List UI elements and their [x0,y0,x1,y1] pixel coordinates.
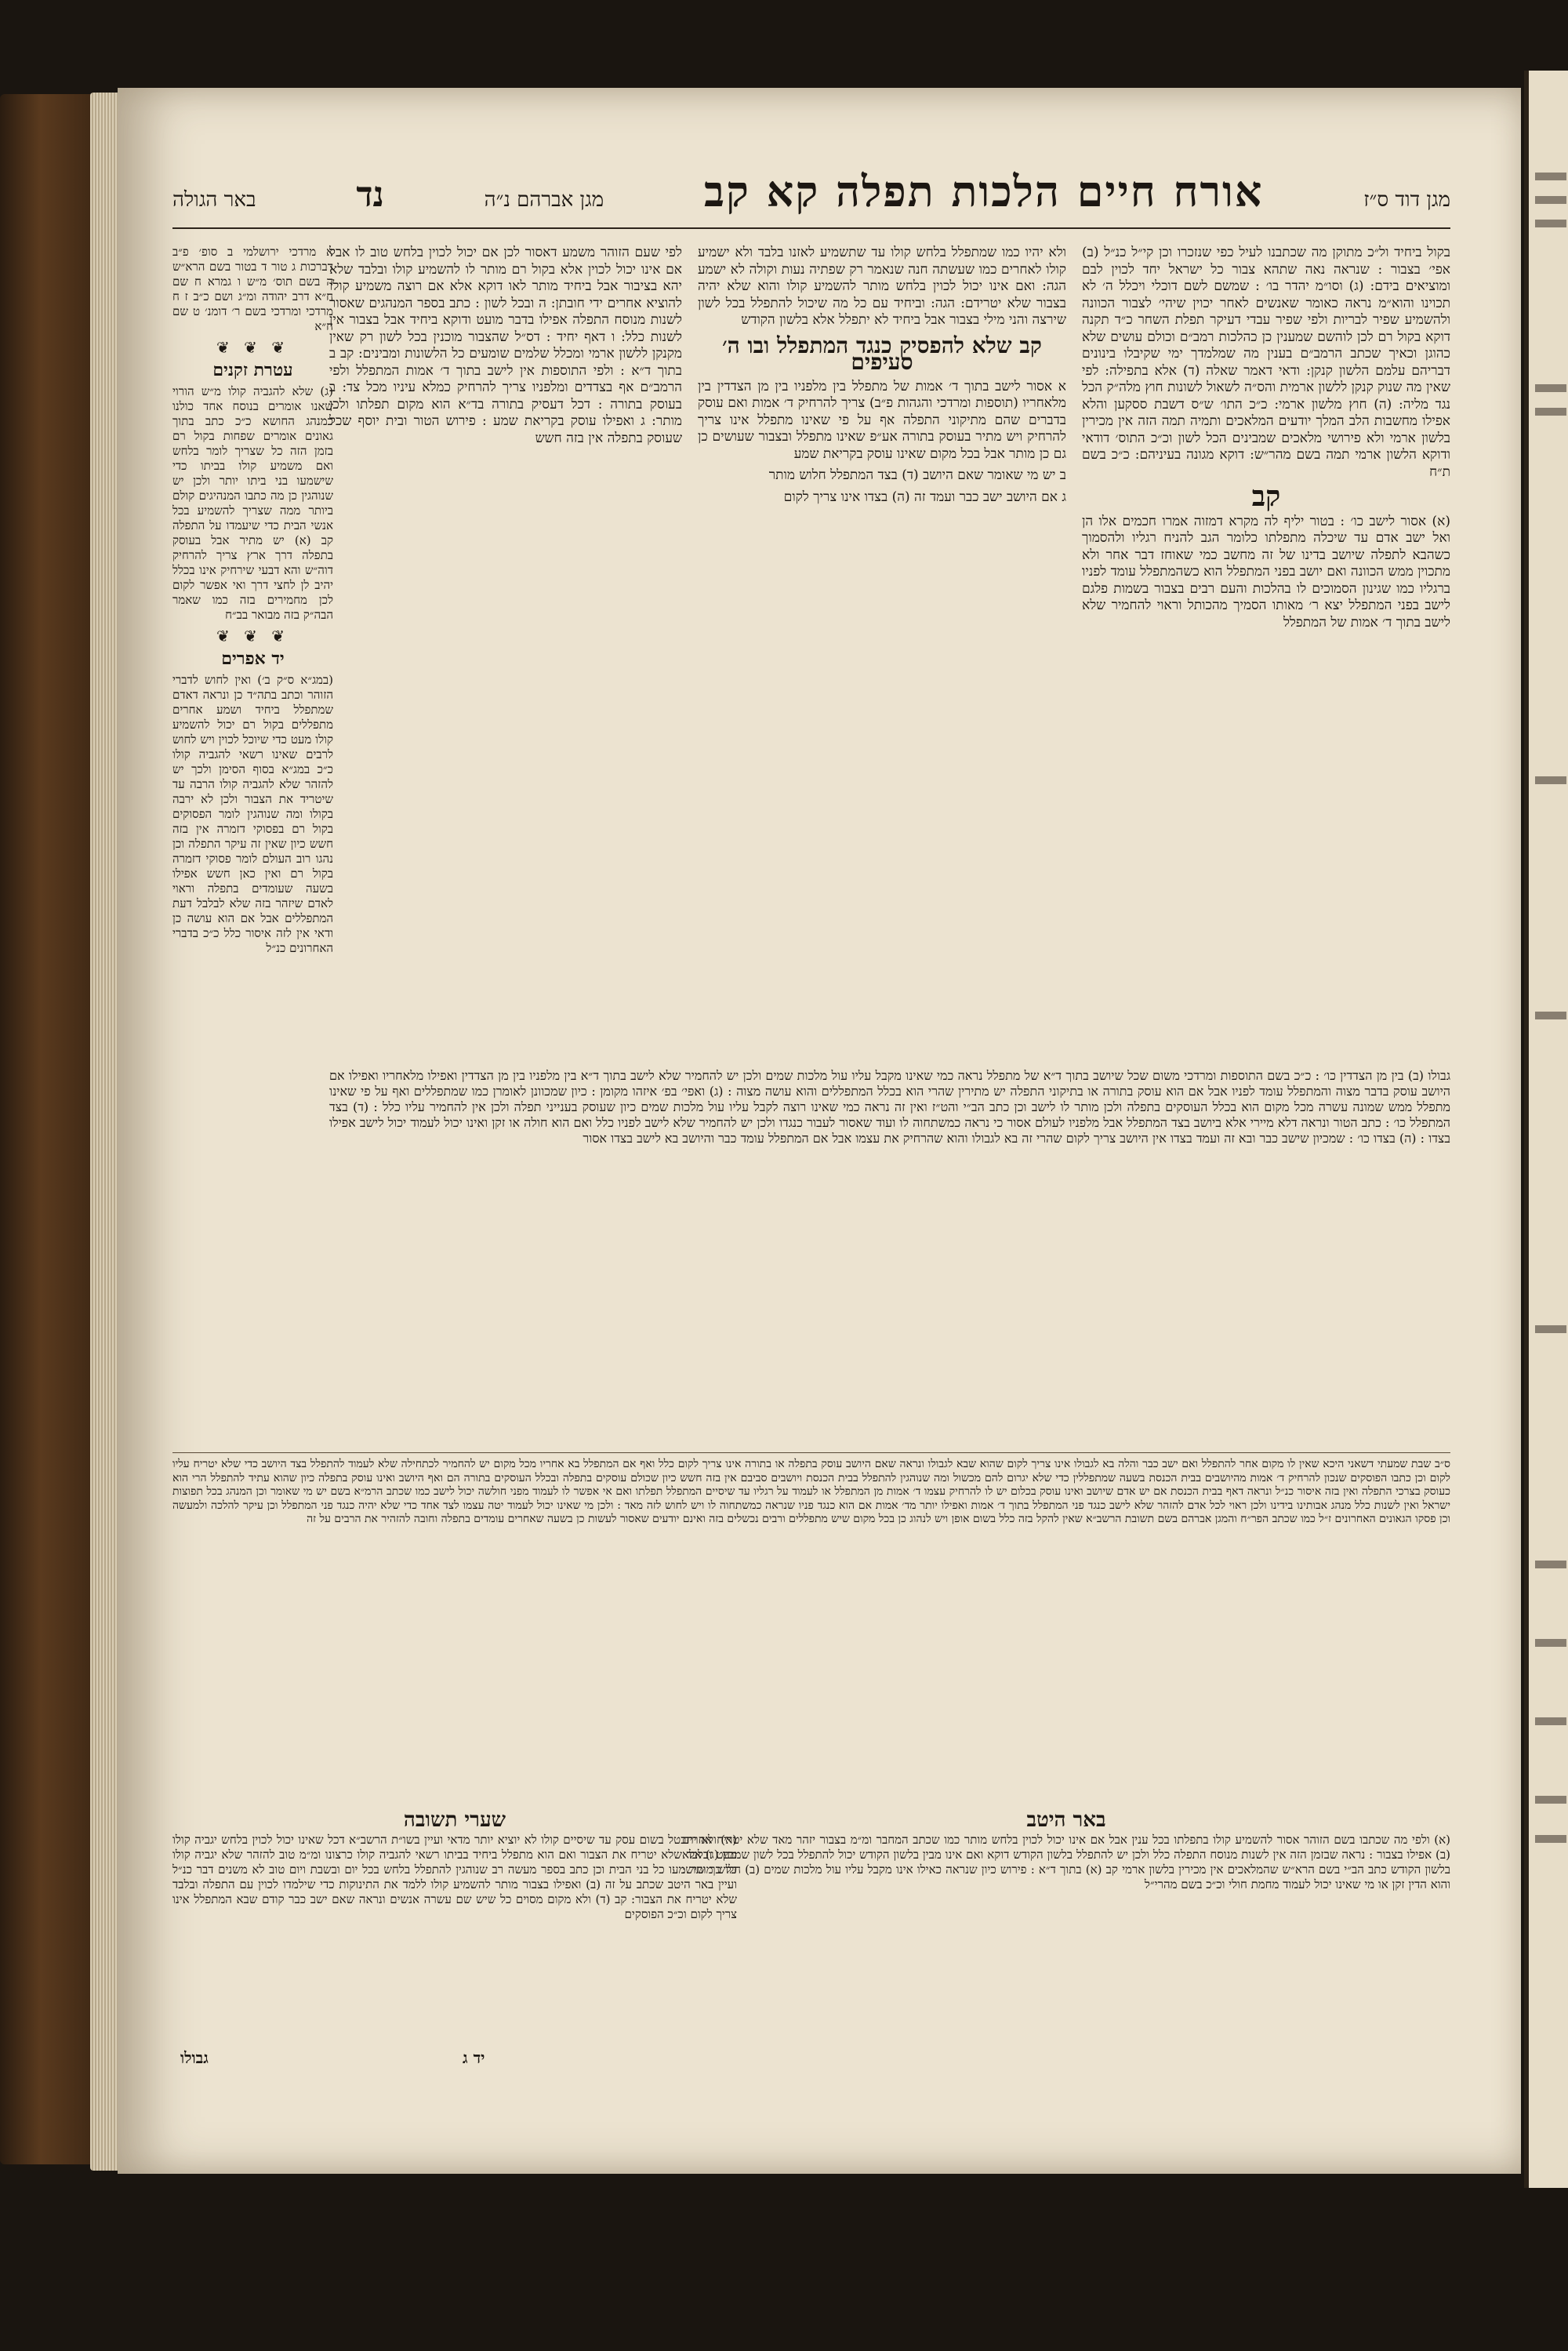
shaarei-teshuvah-heading: שערי תשובה [403,1813,506,1832]
footnotes-block [172,1452,1450,1797]
shaarei-teshuvah-text: (א) ולא יתבטל בשום עסק עד שיסיים קולו לא יוציא יותר מדאי ועיין בשו״ת הרשב״א דכל שאינו יכול לכוין בלחש יגביה קולו מעט ובלבד שלא יטריח את הצבור ואם הוא מתפלל ביחיד בביתו רשאי להגביה קולו כרצונו ומ״מ טוב להזהר שלא יגביה קולו כל כך שישמעו כל בני הבית וכן כתב בספר מעשה רב שנוהגין להתפלל בלחש בכל יום ובשבת ויום טוב לא משנים דבר כנ״ל ועיין באר היטב שכתב על זה (ב) ואפילו בצבור מותר להשמיע קולו ללמד את התינוקות כדי שילמדו לכוין עם התפלה ובלבד שלא יטריח את הצבור: קב (ד) ולא מקום מסוים כל שיש שם עשרה אנשים ונראה שאם ישב כבר קודם שבא המתפלל אינו צריך לקום וכ״כ הפוסקים [172,1833,737,1921]
next-page-edge [1524,71,1568,2188]
lower-commentary-block [329,1068,1450,1444]
magen-avraham-column [329,245,682,1060]
siman-qb-title: קב שלא להפסיק כנגד המתפלל ובו ה׳ סעיפים [722,332,1042,375]
atarat-zekenim-heading: עטרת זקנים [212,360,293,380]
seif-a-text: א אסור לישב בתוך ד׳ אמות של מתפלל בין מלפניו בין מן הצדדין בין מלאחריו (תוספות ומרדכי והגהות פ״ב) צריך להרחיק ד׳ אמות ואם עוסק בדברים שהם מתיקוני התפלה אף על פי שאינו מתפלל אינו צריך להרחיק ויש מתיר בעוסק בתורה אע״פ שאינו מתפלל ובצבור שעושים כן גם כן מותר אבל בכל מקום שאינו עוסק בקריאת שמע [698,378,1066,462]
magen-avraham-text: לפי שעם הזוהר משמע דאסור לכן אם יכול לכוין בלחש טוב לו אבל אם אינו יכול לכוין אלא בקול רם מותר לו להשמיע קולו ובלבד שלא יהא בציבור אבל ביחיד מותר לאו דוקא אלא אם רוצה משמיע קולו להוציא אחרים ידי חובתן: ה ובכל לשון : כתב בספר המנהגים שאסור לשנות מנוסח התפלה אפילו בדבר מועט ודוקא ביחיד אבל בצבור אין לשנות כלל: ו דאף יחיד : דס״ל שהצבור מוכנין בכל לשון רק שאין מקנקן ללשון ארמי ומכלל שלמים שומעים כל הלשונות ומבינים: קב ב בתוך ד״א : ולפי התוספות אין לישב בתוך ד׳ אמות המתפלל ולפי הרמב״ם אף בצדדים ומלפניו צריך להרחיק כמלא עיניו מכל צד: ב בעוסק בתורה : דכל דעסיק בתורה בד״א הוא מקום תפלתו ולכן מותר: ג ואפילו עוסק בקריאת שמע : פירוש הטור ובית יוסף שכל שעוסק בתפלה אין בזה חשש [329,245,682,446]
header-page-number: נד [356,175,384,215]
beer-heitev-heading: באר היטב [1026,1813,1106,1832]
shaarei-teshuvah-section [172,1813,737,2048]
right-commentary-text-2: (א) אסור לישב כו׳ : בטור יליף לה מקרא דמזוה אמרו חכמים אלו הן ואל ישב אדם עד שיכלה מתפלתו כלומר הגב להניח רגליו ולהסמוך כשהבא לתפלה שיושב בדינו של זה מחשב כמי שאוחז דבר אחר ולא מתכוין ממש הכוונה ואם יושב בפני המתפלל הוא כשהמתפלל עומד לפניו ברגליו כמו שגינון הסמוכים לו בהלכות והעם רבים בצבור בשמות פלגם לישב בפני המתפלל יצא ר׳ מאותו הסמיך מהכותל וראוי להחמיר שלא לישב בתוך ד׳ אמות של המתפלל [1082,513,1450,630]
ornament-divider-2: ❦ ❦ ❦ [216,627,289,645]
seif-c-text: ג אם היושב ישב כבר ועמד זה (ה) בצדו אינו צריך לקום [783,489,1066,505]
atarat-zekenim-text: (ג) שלא להגביה קולו מ״ש הורוי שאנו אומרים בנוסח אחד כולנו כמנהג החושא כ״כ כתב בתוך גאונים אומרים שפחות בקול רם בזמן הזה כל שצריך לומר בלחש ואם משמיע קולו בביתו כדי שישמעו בני ביתו יותר ולכן יש שנוהגין כן מה כתבו המנהיגים קולם ביותר ממה שצריך להשמיע בכל אנשי הבית כדי שיעמדו על התפלה קב (א) יש מתיר אבל בעוסק בתפלה דרך ארץ צריך להרחיק דוה״ש והא דבעי שירחיק אינו בכלל יהיב לן לחצי דרך ואי אפשר לקום לכן מחמירים בזה כמו שאמר הבה״ק בזה מבואר בב״ח [172,384,333,622]
header-magen-avraham: מגן אברהם נ״ה [484,188,604,212]
page-stack-edge [90,93,120,2171]
siman-qb-heading-right: קב [1251,480,1281,513]
catchword-bottom-left: גבולו [180,2048,209,2067]
ornament-divider-1: ❦ ❦ ❦ [216,338,289,357]
yad-efraim-heading: יד אפרים [221,649,285,669]
yad-efraim-text: (במג״א ס״ק ב׳) ואין לחוש לדברי הזוהר וכתב בתה״ד כן ונראה דאדם שמתפלל ביחיד ושמע אחרים מתפללים בקול רם יכול להשמיע קולו מעט כדי שיוכל לכוין ויש לחוש לרבים שאינו רשאי להגביה קולו כ״כ במג״א בסוף הסימן ולכך יש להזהר שלא להגביה קולו הרבה עד שיטריד את הצבור ולכן לא ירבה בקולו ומה שנוהגין לומר הפסוקים בקול רם בפסוקי דזמרה אין בזה חשש כיון שאין זה עיקר התפלה וכן נהגו רוב העולם לומר פסוקי דזמרה בקול רם ואין כאן חשש אפילו בשעה שעומדים בתפלה וראוי לאדם שיזהר בזה שלא לבלבל דעת המתפללים אבל אם הוא עושה כן ודאי אין לזה איסור כלל כ״כ בדברי האחרונים כנ״ל [172,673,333,955]
beer-hagolah-text: א מרדכי ירושלמי ב סופ׳ פ״ב דברכות ג טור ד בטור בשם הרא״ש ה בשם תוס׳ מ״ש ו גמרא ח שם ח״א דרב יהודה ומ״ג ושם כ״ב ז ח מרדכי ומרדכי בשם ר׳ דומנ׳ ט שם ח״א [172,245,333,333]
beer-heitev-section [682,1813,1450,2048]
lower-commentary-text: גבולו (ב) בין מן הצדדין כו׳ : כ״כ בשם התוספות ומרדכי משום שכל שיושב בתוך ד״א של מתפלל נראה כמי שאינו מקבל עליו עול מלכות שמים ולכן יש להחמיר שלא לישב בתוך ד״א בין מלפניו בין מן הצדדין ואפילו מלאחריו ואפילו אם היושב עוסק בדבר מצוה והמתפלל עומד לפניו אבל אם הוא עוסק בתורה או בתיקוני התפלה יש מתירין שהרי הוא בכלל המתפללים והוא עושה מצוה : (ג) ואפי׳ בפ׳ איזהו מקומן : כיון שמכוונן לאומרן כמו שמתפללים ואף על פי שאינו מתפלל ממש שמונה עשרה מכל מקום הוא בכלל העוסקים בתפלה ולכן מותר לו לישב וכן כתב הב״י והט״ז ואין זה נראה כמי שאינו רוצה לקבל עליו עול מלכות שמים כיון שעוסק בענייני תפלה ולכן אין להחמיר עליו כלל : (ד) בצד המתפלל כו׳ : כתב הטור ונראה דלא מיירי אלא ביושב בצד המתפלל אבל מלפניו לעולם אסור כי נראה כמשתחוה לו ועוד שאסור לעבור כנגדו ולכן יש להחמיר שלא לישב לפניו כלל ואם הוא חולה או זקן ואינו יכול לעמוד יכול לישב אפילו בצדו : (ה) בצדו כו׳ : שמכיון שישב כבר ובא זה ועמד בצדו אין היושב צריך לקום שהרי זה בא לגבולו והוא שהרחיק את עצמו אבל אם המתפלל עומד כבר והיושב בא לישב בצדו אסור [329,1068,1450,1146]
beer-heitev-text: (א) ולפי מה שכתבו בשם הזוהר אסור להשמיע קולו בתפלתו בכל ענין אבל אם אינו יכול לכוין בלחש מותר כמו שכתב המחבר ומ״מ בצבור יזהר מאד שלא יטריח אחרים (ב) אפילו בצבור : נראה שבזמן הזה אין לשנות מנוסח התפלה כלל ולכן יש להתפלל בלשון הקודש דוקא ואם אינו מבין בלשון הקודש יכול להתפלל בכל לשון שמבין (ג) אלא בלשון הקודש כתב הב״י בשם הרא״ש שהמלאכים אין מכירין בלשון ארמי קב (א) בתוך ד״א : פירוש כיון שנראה כאילו אינו מקבל עליו עול מלכות שמים (ב) חלוש מותר : והוא הדין זקן או מי שאינו יכול לעמוד מחמת חולי וכ״כ בשם מהרי״ל [682,1833,1450,1891]
seif-b-text: ב יש מי שאומר שאם היושב (ד) בצד המתפלל חלוש מותר [768,467,1066,483]
header-main-title: אורח חיים הלכות תפלה קא קב [703,166,1264,216]
main-text-top: ולא יהיו כמו שמתפלל בלחש קולו עד שתשמיע לאזנו בלבד ולא ישמיע קולו לאחרים כמו שעשתה חנה שנאמר רק שפתיה נעות וקולה לא ישמע הגה: ואם אינו יכול לכוין בלחש מותר להשמיע קולו והוא שלא יהיה בצבור שלא יטרידם: הגה: וביחיד עם כל מה שיכול להתפלל בכל לשון שירצה והני מילי בצבור אבל ביחיד לא יתפלל אלא בלשון הקודש [698,245,1066,328]
header-magen-david: מגן דוד ס״ז [1363,188,1450,212]
page-header [172,166,1450,229]
right-commentary-text-1: בקול ביחיד ול״כ מתוקן מה שכתבנו לעיל כפי שנזכרו וכן קי״ל כנ״ל (ב) אפי׳ בצבור : שנראה נאה שתהא צבור כל ישראל יחד לכוין לבם ומוציאים בידם: (ג) וסו״מ יהדר בו׳ : שמשם לשם דוכלי ויכלל ה׳ לא תכוינו והוא״מ נראה כאומר שאנשים לאחר יכוין שיהי׳ לצבור הכוונה ולהשמיע שפיר לבריות ולפי שפיר עבדי דעיקר תפלת השחר כ״ד תקנה דוקא בקול רם לכן לוהשם שמענין כן כהלכות רמב״ם וכולם עושים שלא כהוגן וכאיך שכתב הרמב״ם בענין מה שמלמדך ימי שקיבלו בינונים דבריהם עלמם הלשון קנקן: ודאי דאמר שאלה (ד) אלא בתפילה: לפי שאין מה שנוק קנקן ללשון ארמית והס״ה לשאול לשונות חוץ מלה״ק הכל נגד מליה: (ה) חוץ מלשון ארמי: כ״כ התו׳ ש״ס דשבת ססקען והלא אפילו מחשבות הלב המלך יודעים המלאכים ותמיה תמה הזה אין מכירין בלשון ארמי ולא פירושי מלאכים שמבינים הכל לשון וכ״כ התוס׳ דודאי ודוקא הלשון ארמי תמה בשם מהר״ש: דוקא מגונה בעיניהם: כ״כ בשם ת״ח [1082,245,1450,480]
book-page [118,88,1521,2174]
footnotes-text: ס״ב שבת שמעתי דשאני היכא שאין לו מקום אחר להתפלל ואם ישב כבר והלה בא לגבולו אינו צריך לקום שהוא שבא לגבולו ונראה שאם היושב עוסק בתפלה או בתורה אינו צריך לקום כלל ואף אם המתפלל בא אחריו מכל מקום יש להחמיר לכתחילה שלא לעמוד להתפלל בצד היושב כדי שלא יטריח עליו לקום וכן כתבו הפוסקים שנכון להרחיק ד׳ אמות מהיושבים בבית הכנסת בשעה שמתפללין כדי שלא יגרום להם מכשול ומה שנוהגין להתפלל בבית הכנסת ויושבים סביבם אין בזה חשש כיון שכולם עוסקים בתפלה ובכלל העוסקים בתורה הם ואף היושב ואינו עוסק בתפלה כיון שהוא עתיד להתפלל הרי הוא כעוסק בצרכי התפלה ואין בזה איסור כנ״ל ונראה דאף בבית הכנסת אם יש אדם שיושב ואינו עוסק בכלום יש לו להרחיק עצמו ד׳ אמות מן המתפלל או לעמוד על רגליו עד שיסיים המתפלל תפלתו ואם אי אפשר לו לעמוד מפני חולשה יכול לישב כמו שכתב הרמ״א בשם יש מי שאומר וכן המנהג בכל תפוצות ישראל ואין לשנות כלל מנהג אבותינו בידינו ולכן ראוי לכל אדם להזהר שלא לישב כנגד פני המתפלל בתוך ד׳ אמות ואפילו יותר מד׳ אמות אם הוא כנגד פניו שנראה כמשתחוה לו ויש לחוש לזה מאד : ולכן מי שאינו יכול לעמוד יטה עצמו לצד אחד כדי שלא יהיה כנגד פני המתפלל וכן עיקר להלכה ולמעשה וכן פסקו הגאונים האחרונים ז״ל כמו שכתב הפר״ח והמגן אברהם בשם תשובת הרשב״א שאין להקל בזה כלל בשום אופן ויש לנהוג כן בכל מקום שיש מתפללים ורבים נכשלים בזה ואינם יודעים שאסור לעשות כן בשעה שאחרים עומדים בתפלה וחובה להזהיר את הרבים על זה [172,1458,1450,1525]
header-beer-hagolah: באר הגולה [172,188,256,212]
side-column [172,245,333,1437]
book-cover [0,94,102,2164]
catchword-bottom-center: יד ג [463,2048,485,2067]
